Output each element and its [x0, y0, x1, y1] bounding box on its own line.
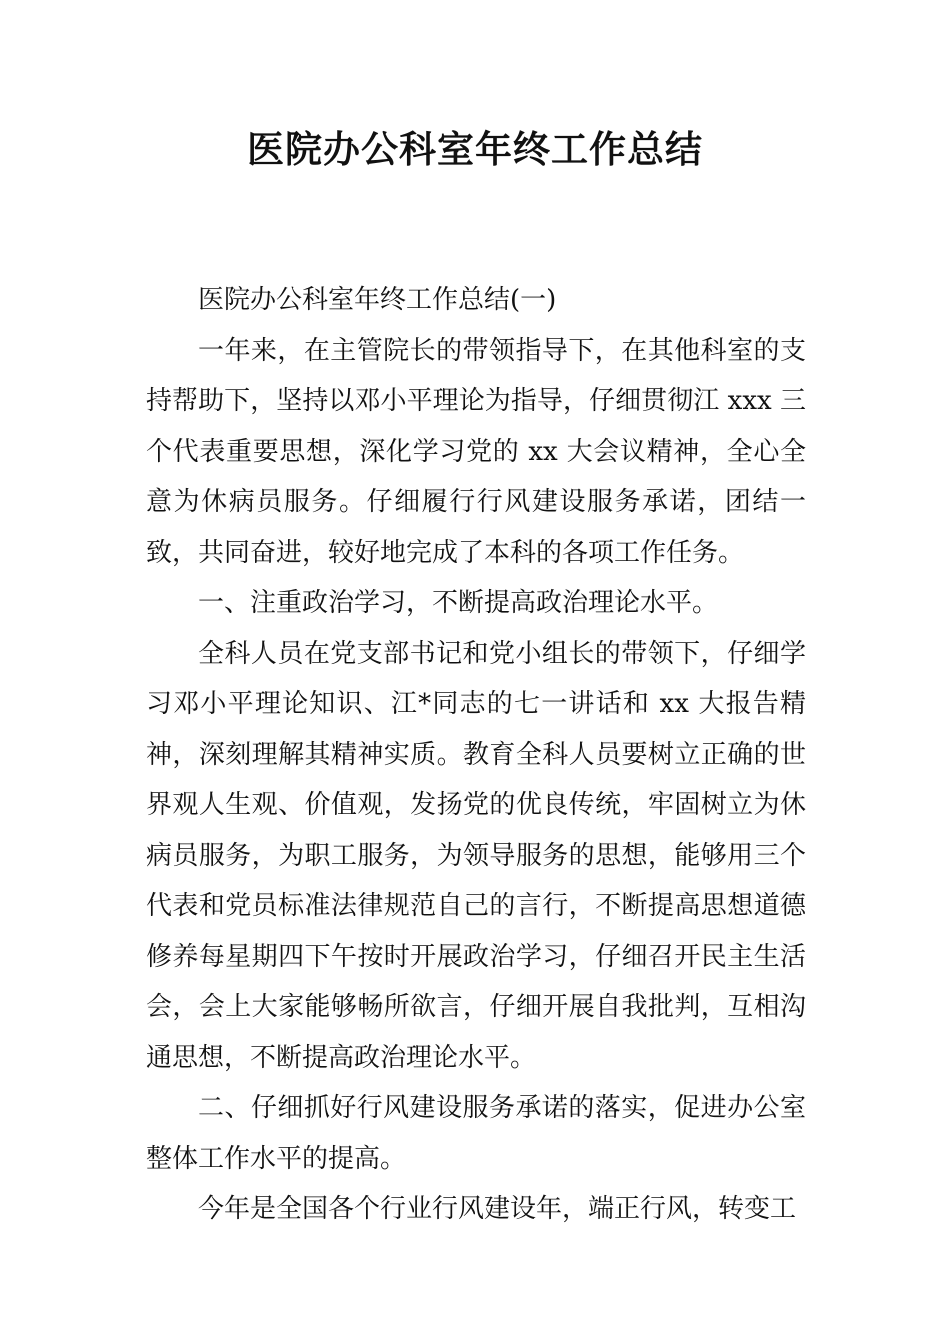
paragraph-conduct-building: 今年是全国各个行业行风建设年，端正行风，转变工 [198, 1194, 797, 1224]
section-heading-summary-one: 医院办公科室年终工作总结(一) [198, 285, 557, 315]
section-heading-political-study: 一、注重政治学习，不断提高政治理论水平。 [198, 588, 719, 618]
paragraph-intro: 一年来，在主管院长的带领指导下，在其他科室的支持帮助下，坚持以邓小平理论为指导，仔细贯彻江 xxx 三个代表重要思想，深化学习党的 xx 大会议精神，全心全意为休病员服务。仔细履行行风建设服务承诺，团结一致，共同奋进，较好地完成了本科的各项工作任务。 [146, 335, 806, 568]
paragraph-political-study: 全科人员在党支部书记和党小组长的带领下，仔细学习邓小平理论知识、江*同志的七一讲话和 xx 大报告精神，深刻理解其精神实质。教育全科人员要树立正确的世界观人生观、价值观，发扬党的优良传统，牢固树立为休病员服务，为职工服务，为领导服务的思想，能够用三个代表和党员标准法律规范自己的言行，不断提高思想道德修养每星期四下午按时开展政治学习，仔细召开民主生活会，会上大家能够畅所欲言，仔细开展自我批判，互相沟通思想，不断提高政治理论水平。 [146, 638, 806, 1073]
section-heading-conduct-building: 二、仔细抓好行风建设服务承诺的落实，促进办公室整体工作水平的提高。 [146, 1093, 806, 1174]
document-title: 医院办公科室年终工作总结 [247, 128, 703, 171]
document-body [146, 275, 806, 1235]
